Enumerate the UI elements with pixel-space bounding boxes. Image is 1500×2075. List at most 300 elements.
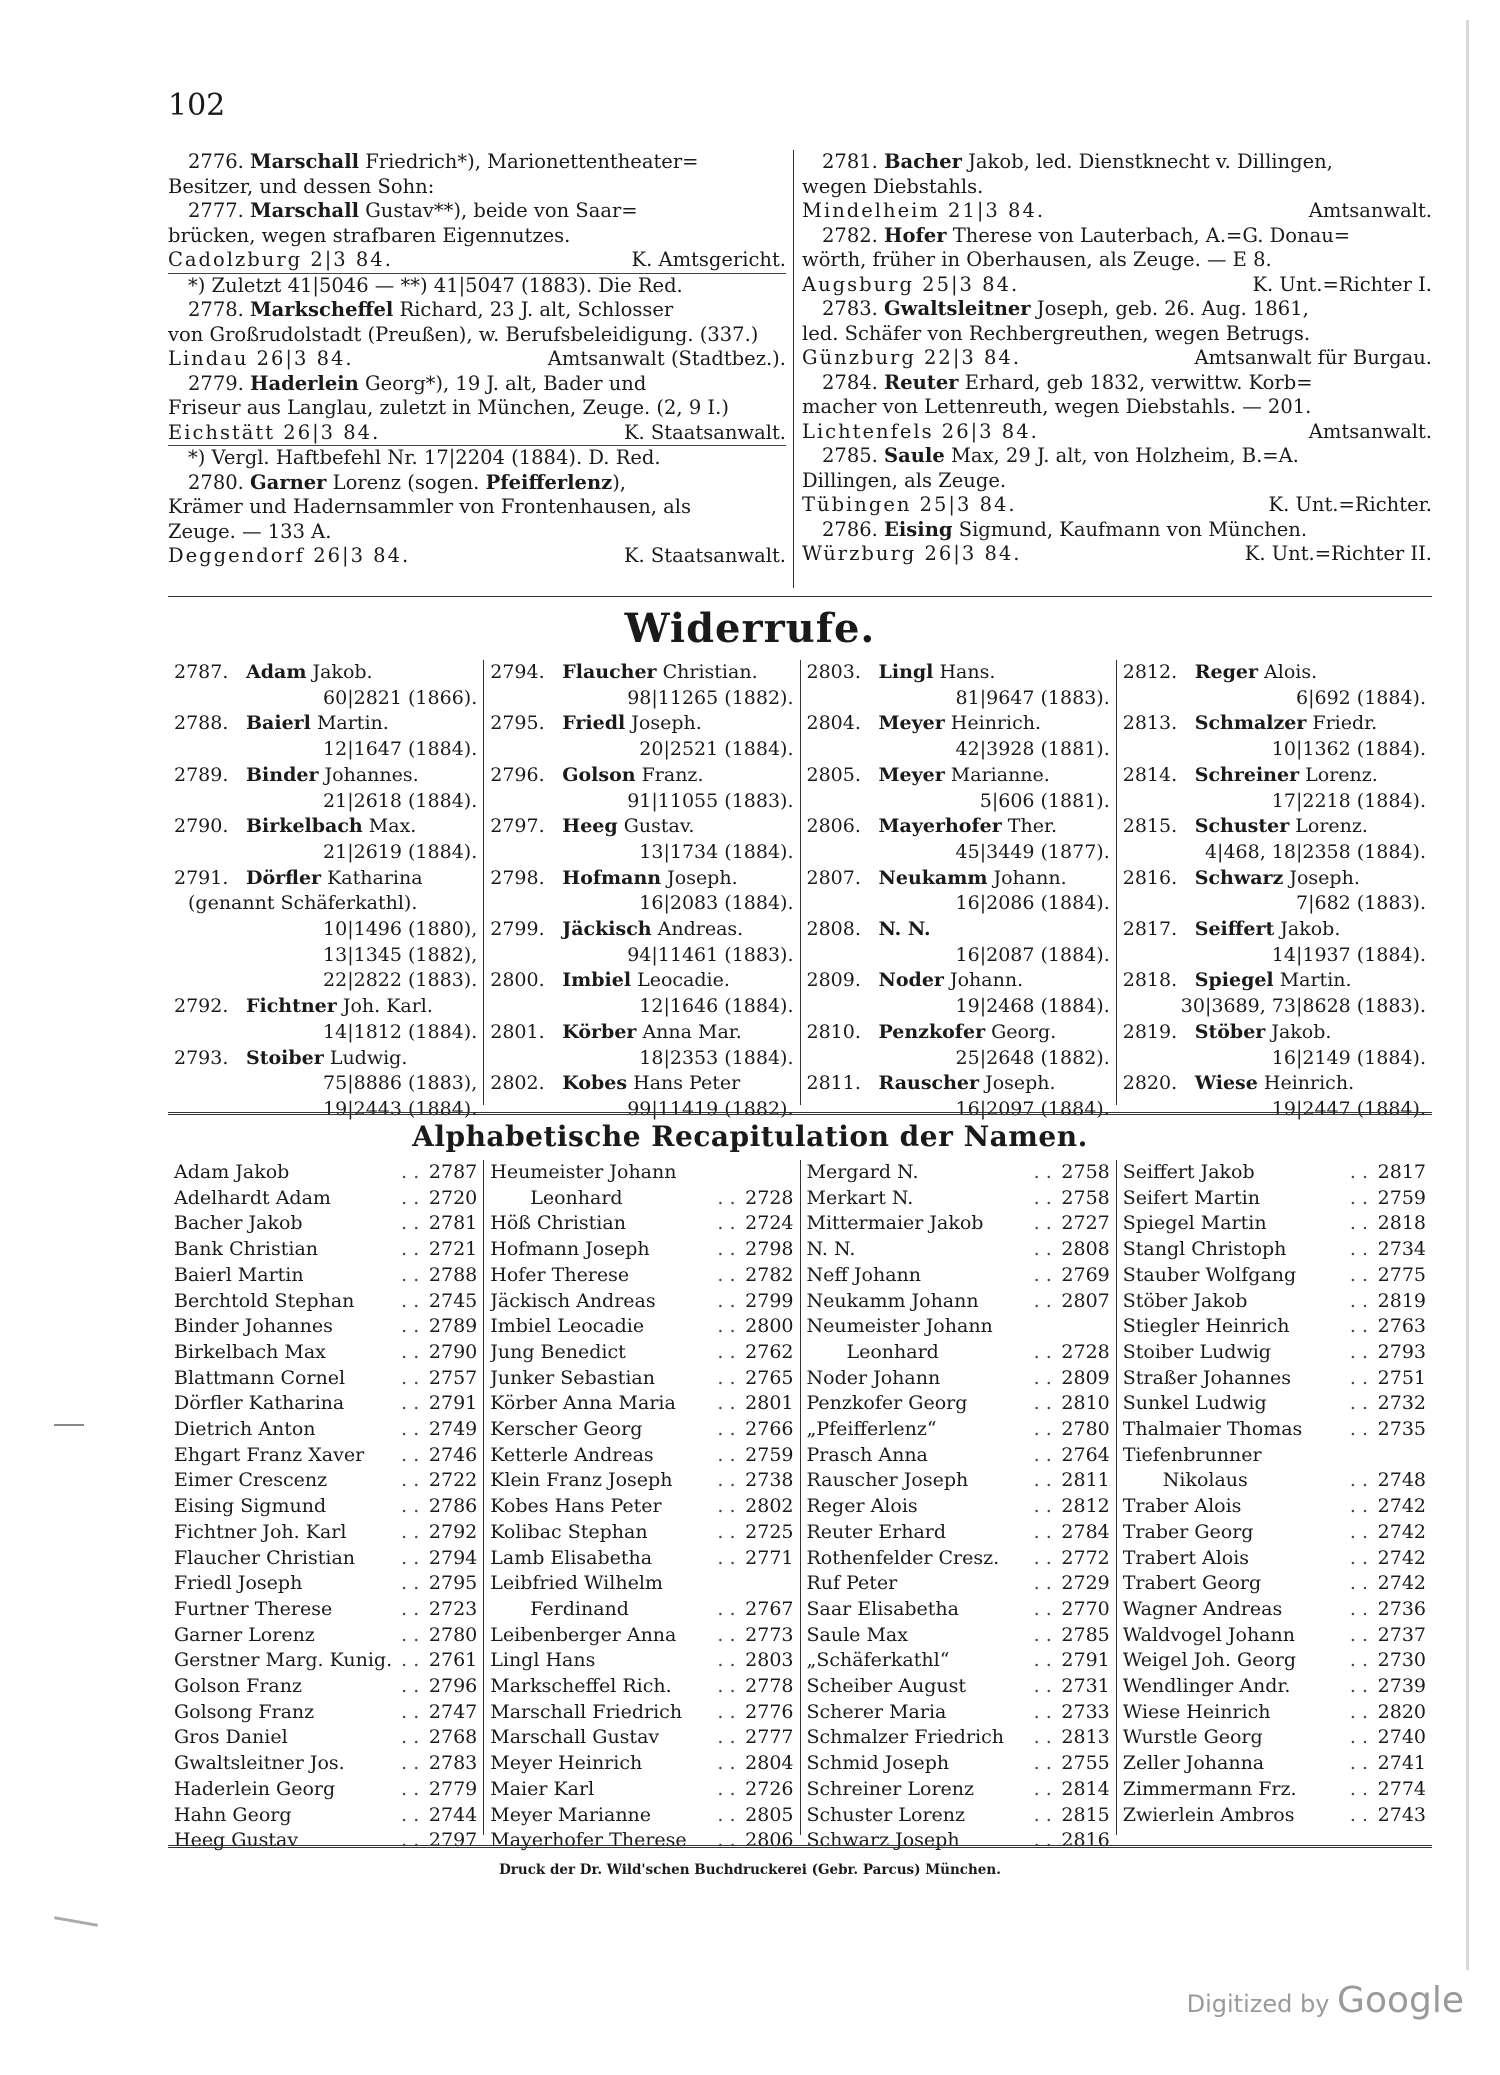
recap-number: 2776 <box>745 1700 794 1723</box>
leader-dots: . . <box>1033 1418 1052 1441</box>
entry-name <box>1195 1071 1426 1097</box>
recap-name: Stauber Wolfgang <box>1122 1263 1297 1286</box>
recap-row <box>174 1777 477 1803</box>
footnote: *) Vergl. Haftbefehl Nr. 17|2204 (1884). D. Red. <box>188 446 661 469</box>
recap-number: 2774 <box>1377 1777 1426 1800</box>
recap-column <box>1116 1160 1432 1835</box>
notice-entry <box>802 371 1432 445</box>
widerrufe-entry <box>807 660 1110 686</box>
recap-name: Schmid Joseph <box>806 1752 950 1775</box>
recap-row <box>174 1571 477 1597</box>
leader-dots: . . <box>717 1263 736 1286</box>
notice-line <box>802 297 1432 322</box>
recap-row <box>490 1289 793 1315</box>
recap-name: Ketterle Andreas <box>490 1443 654 1466</box>
recap-row <box>1123 1725 1426 1751</box>
given-name: Johann. <box>943 969 1024 992</box>
recap-number: 2757 <box>428 1366 478 1389</box>
leader-dots: . . <box>717 1443 736 1466</box>
widerrufe-entry <box>490 1071 793 1097</box>
recap-name: „Pfeifferlenz“ <box>806 1418 937 1441</box>
notice-text: Gustav**), beide von Saar= <box>359 199 638 222</box>
entry-name <box>879 711 1110 737</box>
surname: Binder <box>246 763 319 786</box>
recap-name: Reuter Erhard <box>806 1520 947 1543</box>
recap-number: 2808 <box>1061 1238 1110 1261</box>
recap-number: 2735 <box>1377 1418 1426 1441</box>
notice-text: Joseph, geb. 26. Aug. 1861, <box>1030 297 1309 320</box>
recap-name: Markscheffel Rich. <box>490 1675 672 1698</box>
entry-name <box>1195 763 1426 789</box>
recap-name: Adam Jakob <box>174 1161 290 1183</box>
surname: Birkelbach <box>246 815 363 838</box>
surname: Körber <box>562 1020 637 1043</box>
recap-number: 2817 <box>1377 1161 1426 1183</box>
given-name: Lorenz. <box>1299 763 1378 786</box>
authority: Amtsanwalt. <box>1308 199 1432 222</box>
leader-dots: . . <box>401 1418 420 1441</box>
recap-name: Trabert Alois <box>1122 1546 1250 1569</box>
entry-name <box>562 1071 793 1097</box>
widerrufe-reference: 7|682 (1883). <box>1295 892 1426 915</box>
leader-dots: . . <box>717 1752 736 1775</box>
page-edge-shadow <box>1466 20 1469 1970</box>
recap-number: 2793 <box>1377 1340 1426 1363</box>
given-name: Martin. <box>310 712 389 735</box>
widerrufe-reference: 98|11265 (1882). <box>627 686 794 709</box>
recap-name: Schuster Lorenz <box>806 1803 966 1826</box>
widerrufe-entry <box>174 660 477 686</box>
recap-number: 2769 <box>1061 1263 1110 1286</box>
recap-number: 2733 <box>1061 1700 1110 1723</box>
widerrufe-entry <box>174 763 477 789</box>
recap-number: 2751 <box>1377 1366 1426 1389</box>
entry-number: 2799. <box>490 918 545 941</box>
notice-place-authority <box>802 346 1432 371</box>
recap-row <box>1123 1314 1426 1340</box>
widerrufe-reference: 21|2619 (1884). <box>323 840 478 863</box>
recap-number: 2815 <box>1061 1803 1110 1826</box>
recap-row <box>174 1186 477 1212</box>
notice-place-authority <box>802 199 1432 224</box>
leader-dots: . . <box>401 1649 420 1672</box>
footnote: *) Zuletzt 41|5046 — **) 41|5047 (1883). Die Red. <box>188 273 683 297</box>
recap-number: 2742 <box>1377 1572 1426 1595</box>
widerrufe-grid <box>168 660 1432 1120</box>
notice-place-authority <box>168 421 786 447</box>
given-name: Joseph. <box>979 1072 1056 1095</box>
leader-dots: . . <box>717 1597 736 1620</box>
notice-text: 2780. <box>188 470 251 494</box>
leader-dots: . . <box>401 1443 420 1466</box>
recap-row <box>490 1597 793 1623</box>
notice-text: Richard, 23 J. alt, Schlosser <box>393 298 674 321</box>
imprint-line: Druck der Dr. Wild'schen Buchdruckerei (Gebr. Parcus) München. <box>499 1862 1001 1878</box>
recap-name: Stiegler Heinrich <box>1122 1315 1290 1338</box>
recap-name: Haderlein Georg <box>174 1777 336 1800</box>
section-rule <box>168 1112 1432 1115</box>
leader-dots: . . <box>1349 1520 1368 1543</box>
surname: Schuster <box>1194 815 1290 838</box>
recap-number: 2744 <box>428 1803 478 1826</box>
recap-number: 2799 <box>745 1289 794 1312</box>
recap-name: Maier Karl <box>490 1777 595 1800</box>
entry-name <box>562 660 793 686</box>
recap-row <box>1123 1803 1426 1829</box>
notice-line <box>802 322 1432 347</box>
column-divider <box>793 150 794 588</box>
recap-name: Thalmaier Thomas <box>1122 1418 1303 1441</box>
page-number: 102 <box>168 88 226 123</box>
recap-name: Zeller Johanna <box>1122 1752 1265 1775</box>
given-name: Georg. <box>985 1020 1057 1043</box>
notices-left-column <box>168 150 786 569</box>
recap-number: 2729 <box>1061 1572 1110 1595</box>
leader-dots: . . <box>717 1289 736 1312</box>
recap-row <box>807 1803 1110 1829</box>
recap-name: Schwarz Joseph <box>806 1829 960 1852</box>
recap-number: 2773 <box>745 1623 794 1646</box>
recap-row <box>807 1289 1110 1315</box>
notice-line <box>168 396 786 421</box>
given-name: Johannes. <box>318 763 419 786</box>
widerrufe-reference: 45|3449 (1877). <box>955 840 1110 863</box>
recap-name: Stöber Jakob <box>1122 1289 1248 1312</box>
recap-row <box>174 1417 477 1443</box>
widerrufe-column <box>800 660 1116 1120</box>
recap-number: 2763 <box>1377 1315 1426 1338</box>
leader-dots: . . <box>1349 1597 1368 1620</box>
recap-name: Saule Max <box>806 1623 908 1646</box>
widerrufe-entry <box>490 660 793 686</box>
leader-dots: . . <box>401 1263 420 1286</box>
surname: Meyer <box>878 712 945 735</box>
recap-name: Jäckisch Andreas <box>490 1289 656 1312</box>
widerrufe-entry <box>807 917 1110 943</box>
recap-row <box>490 1700 793 1726</box>
recap-name: Seiffert Jakob <box>1122 1161 1255 1183</box>
recap-row <box>174 1674 477 1700</box>
leader-dots: . . <box>717 1829 736 1852</box>
notice-text: Max, 29 J. alt, von Holzheim, B.=A. <box>944 444 1299 467</box>
recap-row <box>807 1237 1110 1263</box>
given-name: Alois. <box>1258 661 1318 683</box>
surname: Reger <box>1194 661 1259 683</box>
entry-name <box>562 711 793 737</box>
leader-dots: . . <box>1033 1572 1052 1595</box>
authority: Amtsanwalt. <box>1308 419 1432 443</box>
recap-number: 2785 <box>1061 1623 1110 1646</box>
recap-name: Scheiber August <box>806 1675 966 1698</box>
recap-row <box>490 1417 793 1443</box>
recap-row <box>807 1777 1110 1803</box>
recap-row <box>174 1494 477 1520</box>
recap-name: Leonhard <box>530 1186 623 1209</box>
notice-text: Friedrich*), Marionettentheater= <box>359 150 699 173</box>
recap-number: 2765 <box>745 1366 794 1389</box>
entry-number: 2793. <box>174 1046 229 1069</box>
recap-row <box>490 1443 793 1469</box>
recap-name: Wendlinger Andr. <box>1122 1675 1291 1698</box>
recap-number: 2738 <box>745 1469 794 1492</box>
widerrufe-column <box>1116 660 1432 1120</box>
recap-row <box>490 1391 793 1417</box>
surname: Kobes <box>562 1072 628 1095</box>
surname: Meyer <box>878 763 945 786</box>
recap-name: Mergard N. <box>806 1161 919 1183</box>
recap-row <box>807 1468 1110 1494</box>
leader-dots: . . <box>1349 1675 1368 1698</box>
recap-row <box>807 1211 1110 1237</box>
recap-number: 2813 <box>1061 1726 1110 1749</box>
entry-name <box>562 763 793 789</box>
widerrufe-heading: Widerrufe. <box>624 605 876 652</box>
notice-line <box>168 224 786 249</box>
notice-line <box>802 175 1432 200</box>
leader-dots: . . <box>717 1418 736 1441</box>
leader-dots: . . <box>1033 1495 1052 1518</box>
recap-name: Dörfler Katharina <box>174 1392 345 1415</box>
recap-row <box>490 1211 793 1237</box>
person-name: Bacher <box>884 150 962 173</box>
notice-text: 2783. <box>822 297 885 320</box>
recap-name: Marschall Gustav <box>490 1726 660 1749</box>
recap-name: Stangl Christoph <box>1122 1238 1287 1261</box>
leader-dots: . . <box>717 1520 736 1543</box>
leader-dots: . . <box>401 1366 420 1389</box>
widerrufe-reference: 14|1937 (1884). <box>1271 943 1426 966</box>
recap-number: 2791 <box>1061 1649 1110 1672</box>
given-name: Joh. Karl. <box>336 995 433 1018</box>
given-name: Lorenz. <box>1289 815 1368 838</box>
notice-text: 2776. <box>188 150 251 173</box>
entry-number: 2807. <box>806 866 861 889</box>
widerrufe-reference: 5|606 (1881). <box>979 789 1110 812</box>
widerrufe-entry <box>807 814 1110 840</box>
recap-row <box>807 1597 1110 1623</box>
recap-name: Merkart N. <box>806 1186 914 1209</box>
entry-name <box>1195 1020 1426 1046</box>
given-name: Ther. <box>1001 815 1057 838</box>
person-name: Hofer <box>884 223 947 247</box>
widerrufe-reference: 12|1646 (1884). <box>639 995 794 1018</box>
entry-number: 2820. <box>1122 1072 1178 1095</box>
google-logo: Google <box>1337 1980 1464 2021</box>
notice-text: 2781. <box>822 150 885 173</box>
leader-dots: . . <box>401 1340 420 1363</box>
recap-name: Schreiner Lorenz <box>806 1777 975 1800</box>
leader-dots: . . <box>401 1238 420 1261</box>
given-name: Joseph. <box>661 866 738 889</box>
recap-name: Meyer Marianne <box>490 1803 652 1826</box>
notice-text: Zeuge. — 133 A. <box>168 519 332 543</box>
entry-number: 2796. <box>490 763 545 786</box>
recap-row <box>174 1828 477 1854</box>
recap-number: 2742 <box>1377 1495 1426 1518</box>
surname: Hofmann <box>562 866 662 889</box>
leader-dots: . . <box>1033 1212 1052 1235</box>
recap-name: Reger Alois <box>806 1495 918 1518</box>
recap-row <box>807 1340 1110 1366</box>
recap-heading: Alphabetische Recapitulation der Namen. <box>412 1120 1088 1153</box>
widerrufe-reference: 16|2083 (1884). <box>639 892 794 915</box>
recap-number: 2787 <box>428 1161 478 1183</box>
leader-dots: . . <box>1349 1700 1368 1723</box>
widerrufe-entry <box>807 711 1110 737</box>
widerrufe-reference: 10|1496 (1880), <box>323 918 478 941</box>
recap-number: 2784 <box>1061 1520 1110 1543</box>
widerrufe-entry <box>490 866 793 892</box>
surname: Wiese <box>1194 1072 1258 1095</box>
notice-entry <box>168 150 786 199</box>
recap-name: Saar Elisabetha <box>806 1597 960 1620</box>
recap-row <box>1123 1571 1426 1597</box>
recap-row <box>807 1520 1110 1546</box>
notice-text: ), <box>612 470 627 494</box>
alias-text: (genannt Schäferkathl). <box>188 892 418 915</box>
recap-row <box>1123 1700 1426 1726</box>
leader-dots: . . <box>1349 1212 1368 1235</box>
notice-line <box>802 150 1432 175</box>
person-name: Eising <box>884 517 953 541</box>
entry-name <box>879 763 1110 789</box>
recap-number: 2743 <box>1377 1803 1426 1826</box>
leader-dots: . . <box>1349 1315 1368 1338</box>
notice-text: 2786. <box>822 517 885 541</box>
recap-name: Ehgart Franz Xaver <box>174 1443 365 1466</box>
recap-row <box>174 1160 477 1186</box>
margin-mark <box>54 1424 84 1426</box>
given-name: Hans Peter <box>627 1072 741 1095</box>
authority: K. Unt.=Richter II. <box>1244 542 1432 565</box>
notice-text: 2782. <box>822 223 885 247</box>
recap-row <box>1123 1674 1426 1700</box>
recap-row <box>174 1546 477 1572</box>
given-name: Martin. <box>1273 969 1352 992</box>
widerrufe-reference: 17|2218 (1884). <box>1271 789 1426 812</box>
recap-name: Zimmermann Frz. <box>1122 1777 1297 1800</box>
recap-name: Meyer Heinrich <box>490 1752 643 1775</box>
given-name: Heinrich. <box>944 712 1042 735</box>
notice-line <box>802 371 1432 396</box>
recap-number: 2726 <box>745 1777 794 1800</box>
notice-text: Friseur aus Langlau, zuletzt in München, Zeuge. (2, 9 I.) <box>168 396 729 419</box>
recap-name: Dietrich Anton <box>174 1418 316 1441</box>
surname: Imbiel <box>562 969 632 992</box>
recap-name: Binder Johannes <box>174 1315 333 1338</box>
recap-row <box>1123 1289 1426 1315</box>
leader-dots: . . <box>1349 1803 1368 1826</box>
entry-number: 2818. <box>1122 969 1178 992</box>
recap-row <box>490 1160 793 1186</box>
recap-number: 2742 <box>1377 1520 1426 1543</box>
notice-line <box>802 444 1432 469</box>
notice-line <box>802 224 1432 249</box>
surname: Rauscher <box>878 1072 980 1095</box>
authority: K. Staatsanwalt. <box>623 420 786 444</box>
recap-row <box>174 1391 477 1417</box>
entry-name <box>246 763 477 789</box>
leader-dots: . . <box>401 1315 420 1338</box>
recap-row <box>807 1263 1110 1289</box>
given-name: Andreas. <box>651 918 744 941</box>
notice-entry <box>168 372 786 447</box>
leader-dots: . . <box>717 1726 736 1749</box>
widerrufe-column <box>168 660 483 1120</box>
recap-name: Wurstle Georg <box>1122 1726 1263 1749</box>
widerrufe-entry <box>490 1020 793 1046</box>
recap-name: Wiese Heinrich <box>1122 1700 1271 1723</box>
leader-dots: . . <box>1349 1495 1368 1518</box>
recap-row <box>807 1391 1110 1417</box>
widerrufe-entry <box>174 711 477 737</box>
recap-row <box>1123 1443 1426 1469</box>
leader-dots: . . <box>401 1495 420 1518</box>
recap-name: Berchtold Stephan <box>174 1289 355 1312</box>
entry-number: 2805. <box>806 763 861 786</box>
leader-dots: . . <box>1349 1469 1368 1492</box>
recap-name: Penzkofer Georg <box>806 1392 968 1415</box>
recap-row <box>807 1494 1110 1520</box>
leader-dots: . . <box>1033 1186 1052 1209</box>
notice-line <box>168 175 786 200</box>
widerrufe-entry <box>807 763 1110 789</box>
recap-name: Hofmann Joseph <box>490 1238 650 1261</box>
recap-name: Nikolaus <box>1162 1469 1248 1492</box>
entry-name <box>1195 814 1426 840</box>
recap-number: 2746 <box>428 1443 478 1466</box>
entry-number: 2788. <box>174 712 229 735</box>
recap-number: 2759 <box>745 1443 794 1466</box>
recap-row <box>1123 1751 1426 1777</box>
widerrufe-reference: 13|1345 (1882), <box>323 943 478 966</box>
recap-number: 2812 <box>1061 1495 1110 1518</box>
surname: Dörfler <box>246 866 322 889</box>
leader-dots: . . <box>1033 1238 1052 1261</box>
leader-dots: . . <box>401 1161 420 1183</box>
recap-name: Traber Alois <box>1122 1495 1242 1518</box>
widerrufe-entry <box>490 968 793 994</box>
leader-dots: . . <box>1349 1340 1368 1363</box>
given-name: Christian. <box>656 661 758 683</box>
recap-row <box>490 1803 793 1829</box>
leader-dots: . . <box>1349 1392 1368 1415</box>
notice-place-authority <box>802 493 1432 518</box>
recap-number: 2794 <box>428 1546 478 1569</box>
widerrufe-entry <box>174 994 477 1020</box>
recap-number: 2780 <box>428 1623 478 1646</box>
notice-entry <box>168 199 786 274</box>
leader-dots: . . <box>401 1752 420 1775</box>
entry-name <box>562 814 793 840</box>
recap-row <box>1123 1211 1426 1237</box>
entry-number: 2809. <box>806 969 861 992</box>
recap-number: 2720 <box>428 1186 478 1209</box>
place-date: Tübingen 25|3 84. <box>802 493 1017 516</box>
recap-name: Neukamm Johann <box>806 1289 979 1312</box>
recap-number: 2818 <box>1377 1212 1426 1235</box>
recap-number: 2759 <box>1377 1186 1426 1209</box>
recap-row <box>807 1186 1110 1212</box>
leader-dots: . . <box>1349 1572 1368 1595</box>
recap-row <box>807 1623 1110 1649</box>
widerrufe-reference: 91|11055 (1883). <box>627 789 794 812</box>
recap-number: 2724 <box>745 1212 794 1235</box>
surname: Mayerhofer <box>878 815 1002 838</box>
entry-number: 2810. <box>806 1020 861 1043</box>
recap-name: Neumeister Johann <box>806 1315 993 1338</box>
entry-number: 2789. <box>174 763 229 786</box>
